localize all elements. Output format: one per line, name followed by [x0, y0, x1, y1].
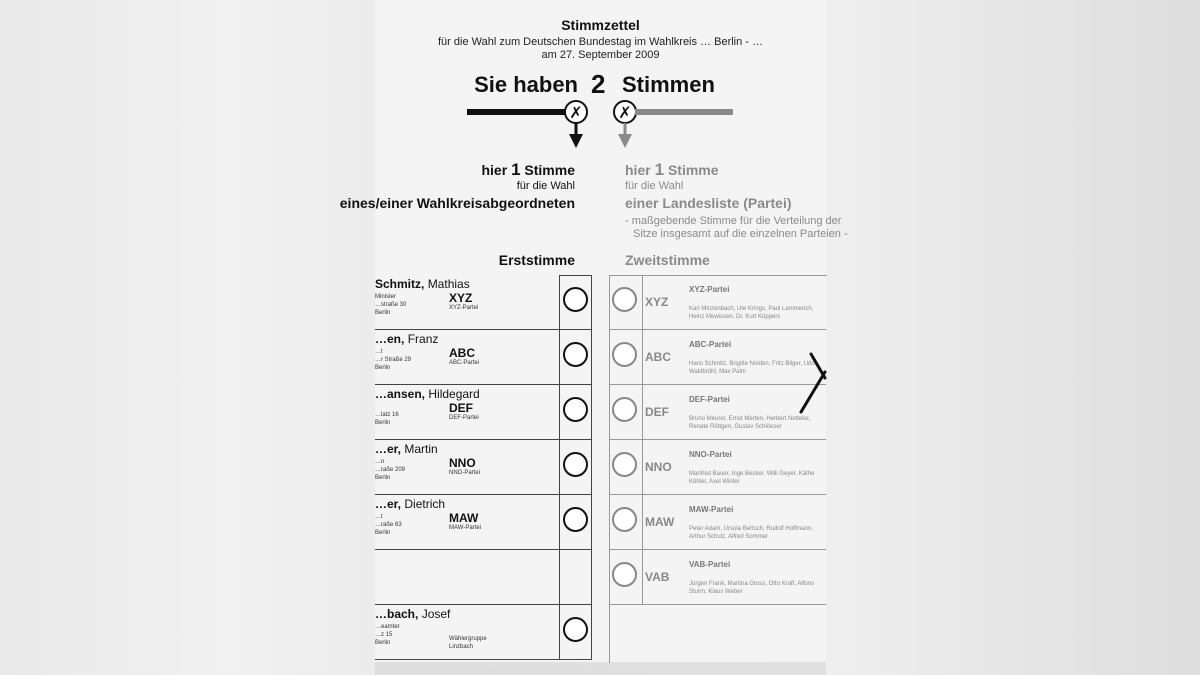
- vote-circle[interactable]: [612, 562, 637, 587]
- vote-circle[interactable]: [612, 507, 637, 532]
- party-list-row: DEF DEF-Partei Bruno Meurer, Ernst Merten, Herbert Netteke, Renate Röttgen, Gustav Schlöeser: [609, 385, 826, 440]
- erststimme-vote-box[interactable]: [559, 605, 592, 660]
- zweitstimme-vote-box[interactable]: [609, 495, 643, 550]
- votes-left-text: Sie haben: [474, 72, 578, 97]
- zweitstimme-vote-box[interactable]: [609, 440, 643, 495]
- party-list-row: ABC ABC-Partei Hans Schmitz, Brigitte Nolden, Fritz Bilger, Udo Waldbröhl, Max Palm: [609, 330, 826, 385]
- ballot-subtitle: für die Wahl zum Deutschen Bundestag im Wahlkreis … Berlin - …: [437, 36, 764, 48]
- right-intro-note-2: Sitze insgesamt auf die einzelnen Parteien -: [633, 228, 848, 240]
- candidate-row: …en, Franz …t …r Straße 29 Berlin ABC ABC-Partei: [375, 330, 559, 385]
- erststimme-vote-box[interactable]: [559, 440, 592, 495]
- party-list-row: NNO NNO-Partei Manfred Bauer, Inge Becker, Willi Geyer, Käthe Köhler, Axel Winter: [609, 440, 826, 495]
- votes-right-text: Stimmen: [622, 72, 715, 97]
- right-intro-for: für die Wahl: [625, 180, 684, 192]
- ballot-date: am 27. September 2009: [541, 49, 660, 61]
- ballot-title: Stimmzettel: [561, 17, 640, 33]
- left-bar: [467, 109, 567, 115]
- handwritten-cross-mark: [795, 350, 826, 420]
- left-intro-heading: hier 1 Stimme: [481, 160, 575, 179]
- erststimme-vote-box[interactable]: [559, 495, 592, 550]
- right-bar: [635, 109, 733, 115]
- candidate-row: …ansen, Hildegard …latz 16 Berlin DEF DEF-Partei: [375, 385, 559, 440]
- candidate-row-empty: [375, 550, 559, 605]
- right-arrow-head: [618, 134, 632, 148]
- vote-circle[interactable]: [563, 452, 588, 477]
- party-list-row: MAW MAW-Partei Peter Adam, Ursula Bertsch, Rudolf Hoffmann, Arthur Schulz, Alfred Sommer: [609, 495, 826, 550]
- erststimme-heading: Erststimme: [498, 252, 575, 268]
- vote-circle[interactable]: [612, 397, 637, 422]
- vote-circle[interactable]: [612, 452, 637, 477]
- vote-circle[interactable]: [563, 507, 588, 532]
- vote-circle[interactable]: [612, 342, 637, 367]
- left-intro-what: eines/einer Wahlkreisabgeordneten: [339, 195, 575, 211]
- svg-text:✗: ✗: [618, 103, 632, 122]
- vote-circle[interactable]: [563, 342, 588, 367]
- blurred-background-left: [0, 0, 375, 675]
- zweitstimme-vote-box[interactable]: [609, 330, 643, 385]
- left-arrow-head: [569, 134, 583, 148]
- party-list-row: VAB VAB-Partei Jürgen Frank, Martina Gross, Otto Kraft, Alfons Sturm, Klaus Weber: [609, 550, 826, 605]
- zweitstimme-vote-box[interactable]: [609, 385, 643, 440]
- candidate-row: Schmitz, Mathias Minister …straße 30 Berlin XYZ XYZ-Partei: [375, 275, 559, 330]
- zweitstimme-vote-box[interactable]: [609, 275, 643, 330]
- votes-number: 2: [591, 69, 606, 99]
- zweitstimme-heading: Zweitstimme: [625, 252, 710, 268]
- erststimme-vote-box[interactable]: [559, 330, 592, 385]
- svg-text:✗: ✗: [569, 103, 583, 122]
- vote-circle[interactable]: [563, 287, 588, 312]
- blurred-background-right: [826, 0, 1200, 675]
- erststimme-vote-box[interactable]: [559, 275, 592, 330]
- left-intro-for: für die Wahl: [516, 180, 575, 192]
- candidate-row: …bach, Josef …eamter …z 15 Berlin Wählergruppe Linzbach: [375, 605, 559, 660]
- candidate-row: …er, Dietrich …t …raße 63 Berlin MAW MAW-Partei: [375, 495, 559, 550]
- vote-circle[interactable]: [563, 397, 588, 422]
- ballot-paper: [339, 0, 848, 662]
- arrows-graphic: [465, 98, 735, 153]
- right-intro-note-1: - maßgebende Stimme für die Verteilung der: [625, 215, 842, 227]
- vote-circle[interactable]: [612, 287, 637, 312]
- erststimme-empty-box: [559, 550, 592, 605]
- right-intro-what: einer Landesliste (Partei): [625, 195, 792, 211]
- right-intro-heading: hier 1 Stimme: [625, 160, 719, 179]
- candidate-row: …er, Martin …n …raße 209 Berlin NNO NNO-Partei: [375, 440, 559, 495]
- erststimme-vote-box[interactable]: [559, 385, 592, 440]
- zweitstimme-vote-box[interactable]: [609, 550, 643, 605]
- vote-circle[interactable]: [563, 617, 588, 642]
- party-list-row: XYZ XYZ-Partei Karl Minzenbach, Ute Krings, Paul Lammerich, Heinz Mewissen, Dr. Kurt Küppers: [609, 275, 826, 330]
